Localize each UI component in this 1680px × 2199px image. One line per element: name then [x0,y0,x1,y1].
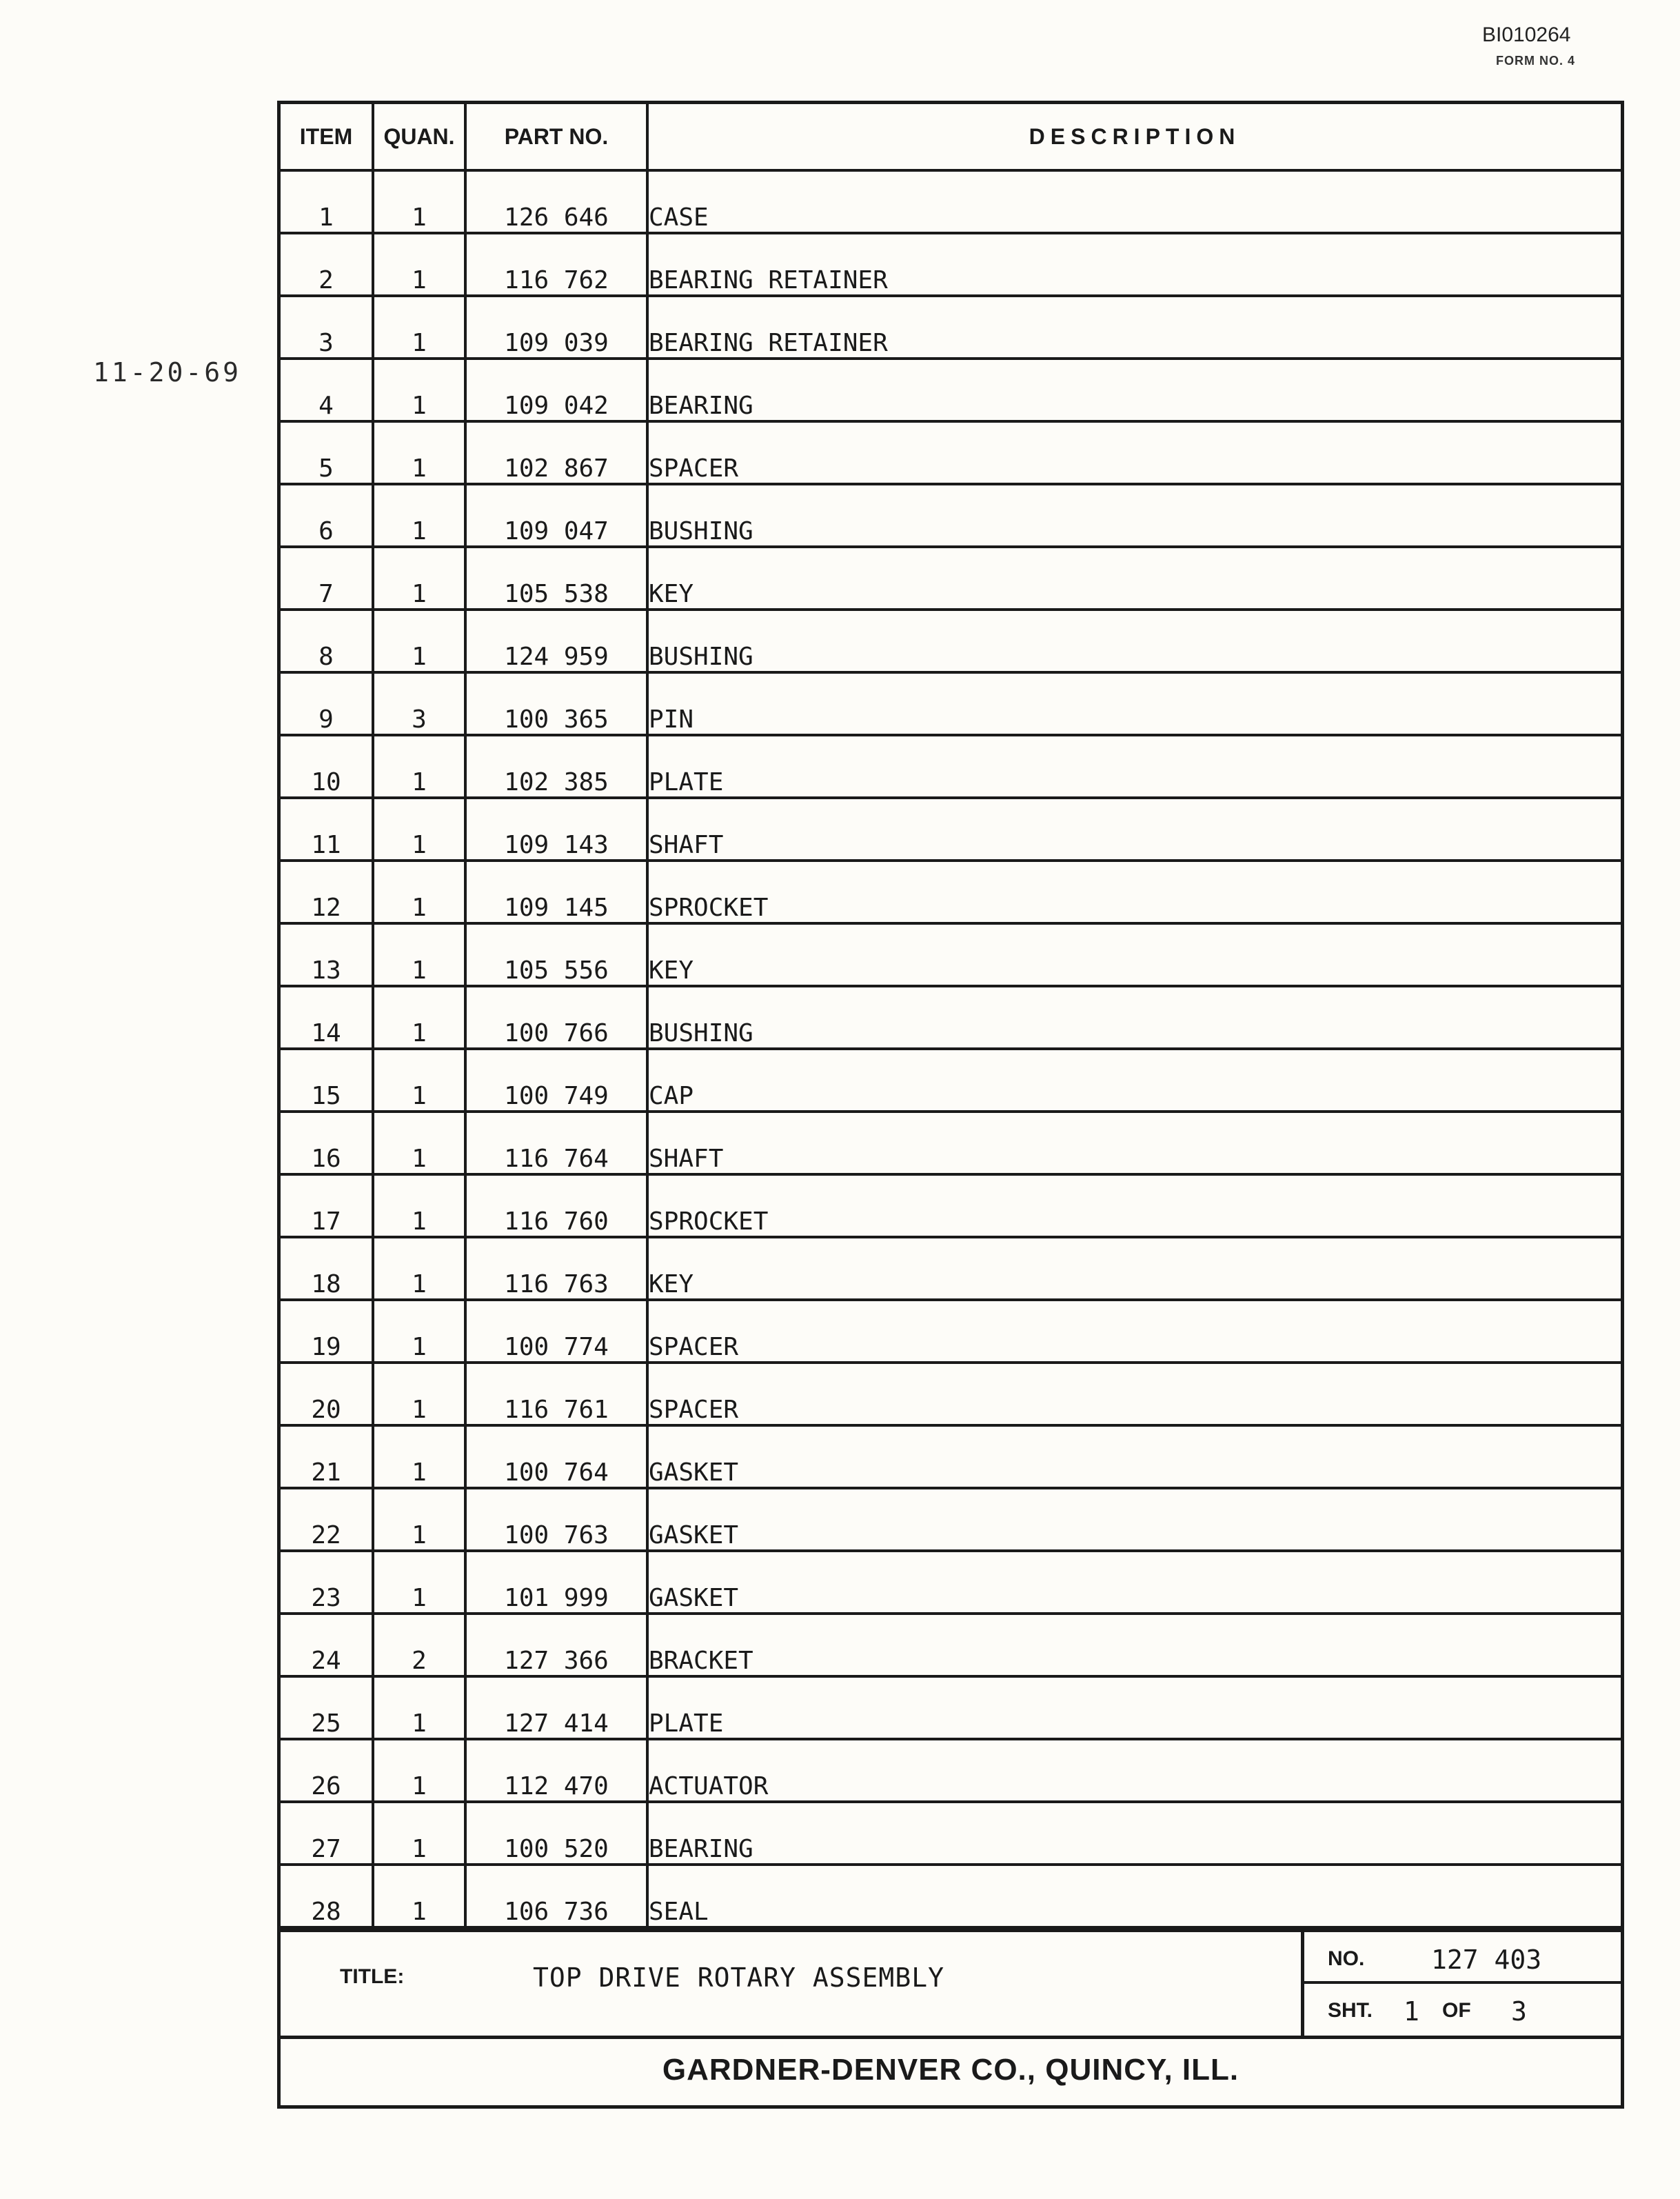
item-number-cell: 12 [281,861,373,923]
sheet-number: 1 [1404,1996,1419,2027]
quantity-cell: 1 [373,296,465,359]
description-cell: BUSHING [647,610,1621,672]
part-number-cell: 105 538 [465,547,647,610]
part-number-cell: 101 999 [465,1551,647,1614]
item-number-cell: 18 [281,1237,373,1300]
item-number-cell: 28 [281,1865,373,1927]
part-number-cell: 102 867 [465,421,647,484]
item-number-cell: 10 [281,735,373,798]
quantity-cell: 3 [373,672,465,735]
number-label: NO. [1328,1947,1365,1970]
column-header-quantity: QUAN. [373,104,465,170]
item-number-cell: 2 [281,233,373,296]
item-number-cell: 26 [281,1739,373,1802]
description-cell: PIN [647,672,1621,735]
quantity-cell: 1 [373,1049,465,1112]
part-number-cell: 100 766 [465,986,647,1049]
drawing-number: 127 403 [1431,1945,1542,1975]
part-number-cell: 116 763 [465,1237,647,1300]
description-cell: BEARING [647,359,1621,421]
quantity-cell: 1 [373,986,465,1049]
sheet-total: 3 [1511,1996,1527,2027]
table-row [281,735,1621,798]
item-number-cell: 16 [281,1112,373,1174]
number-box [1301,1932,1624,2036]
item-number-cell: 9 [281,672,373,735]
table-row [281,296,1621,359]
table-row [281,1174,1621,1237]
table-row [281,421,1621,484]
drawing-number-row [1304,1932,1624,1984]
table-row [281,1614,1621,1676]
table-row [281,1112,1621,1174]
description-cell: SPROCKET [647,1174,1621,1237]
quantity-cell: 1 [373,1551,465,1614]
item-number-cell: 27 [281,1802,373,1865]
description-cell: SPACER [647,1363,1621,1425]
item-number-cell: 1 [281,170,373,233]
part-number-cell: 109 047 [465,484,647,547]
quantity-cell: 1 [373,547,465,610]
description-cell: BEARING RETAINER [647,296,1621,359]
description-cell: GASKET [647,1425,1621,1488]
quantity-cell: 1 [373,1363,465,1425]
part-number-cell: 109 143 [465,798,647,861]
item-number-cell: 20 [281,1363,373,1425]
part-number-cell: 100 365 [465,672,647,735]
table-row [281,798,1621,861]
quantity-cell: 1 [373,359,465,421]
table-row [281,547,1621,610]
item-number-cell: 17 [281,1174,373,1237]
item-number-cell: 23 [281,1551,373,1614]
part-number-cell: 116 760 [465,1174,647,1237]
description-cell: PLATE [647,735,1621,798]
part-number-cell: 105 556 [465,923,647,986]
part-number-cell: 127 414 [465,1676,647,1739]
of-label: OF [1442,1999,1471,2022]
part-number-cell: 100 764 [465,1425,647,1488]
description-cell: BEARING [647,1802,1621,1865]
part-number-cell: 116 762 [465,233,647,296]
table-row [281,1551,1621,1614]
table-row [281,359,1621,421]
table-row [281,861,1621,923]
item-number-cell: 8 [281,610,373,672]
company-footer [281,2036,1621,2105]
table-row [281,986,1621,1049]
quantity-cell: 1 [373,1865,465,1927]
quantity-cell: 2 [373,1614,465,1676]
item-number-cell: 19 [281,1300,373,1363]
quantity-cell: 1 [373,861,465,923]
quantity-cell: 1 [373,1112,465,1174]
table-header-row [281,104,1621,170]
table-row [281,1488,1621,1551]
quantity-cell: 1 [373,1739,465,1802]
document-id: BI010264 [1482,23,1571,46]
description-cell: SEAL [647,1865,1621,1927]
table-row [281,1237,1621,1300]
table-row [281,923,1621,986]
part-number-cell: 109 042 [465,359,647,421]
description-cell: KEY [647,547,1621,610]
part-number-cell: 100 520 [465,1802,647,1865]
table-row [281,672,1621,735]
title-label: TITLE: [340,1965,405,1988]
description-cell: SPACER [647,421,1621,484]
parts-table-body [281,170,1621,1927]
item-number-cell: 24 [281,1614,373,1676]
description-cell: SPACER [647,1300,1621,1363]
part-number-cell: 102 385 [465,735,647,798]
description-cell: BUSHING [647,484,1621,547]
quantity-cell: 1 [373,1425,465,1488]
part-number-cell: 112 470 [465,1739,647,1802]
table-row [281,170,1621,233]
description-cell: GASKET [647,1488,1621,1551]
quantity-cell: 1 [373,923,465,986]
item-number-cell: 7 [281,547,373,610]
table-row [281,1739,1621,1802]
description-cell: SPROCKET [647,861,1621,923]
part-number-cell: 124 959 [465,610,647,672]
quantity-cell: 1 [373,421,465,484]
description-cell: ACTUATOR [647,1739,1621,1802]
item-number-cell: 6 [281,484,373,547]
drawing-title: TOP DRIVE ROTARY ASSEMBLY [533,1962,944,1993]
sheet-row [1304,1984,1624,2036]
part-number-cell: 100 763 [465,1488,647,1551]
description-cell: SHAFT [647,798,1621,861]
quantity-cell: 1 [373,1802,465,1865]
description-cell: CAP [647,1049,1621,1112]
description-cell: PLATE [647,1676,1621,1739]
description-cell: KEY [647,1237,1621,1300]
quantity-cell: 1 [373,1676,465,1739]
table-row [281,1363,1621,1425]
part-number-cell: 100 749 [465,1049,647,1112]
part-number-cell: 106 736 [465,1865,647,1927]
table-row [281,233,1621,296]
table-row [281,1865,1621,1927]
column-header-description: DESCRIPTION [647,104,1621,170]
part-number-cell: 116 764 [465,1112,647,1174]
parts-list-form [277,101,1624,2109]
table-row [281,1802,1621,1865]
quantity-cell: 1 [373,170,465,233]
part-number-cell: 109 145 [465,861,647,923]
part-number-cell: 126 646 [465,170,647,233]
table-row [281,484,1621,547]
item-number-cell: 21 [281,1425,373,1488]
part-number-cell: 116 761 [465,1363,647,1425]
part-number-cell: 100 774 [465,1300,647,1363]
table-row [281,1049,1621,1112]
column-header-part-no: PART NO. [465,104,647,170]
item-number-cell: 22 [281,1488,373,1551]
item-number-cell: 11 [281,798,373,861]
description-cell: KEY [647,923,1621,986]
part-number-cell: 109 039 [465,296,647,359]
column-header-item: ITEM [281,104,373,170]
quantity-cell: 1 [373,610,465,672]
form-number: FORM NO. 4 [1496,54,1576,68]
description-cell: BUSHING [647,986,1621,1049]
description-cell: CASE [647,170,1621,233]
description-cell: GASKET [647,1551,1621,1614]
table-row [281,1300,1621,1363]
margin-date: 11-20-69 [93,357,242,388]
title-block [281,1929,1621,2036]
table-row [281,1676,1621,1739]
quantity-cell: 1 [373,798,465,861]
item-number-cell: 15 [281,1049,373,1112]
item-number-cell: 5 [281,421,373,484]
company-name: GARDNER-DENVER CO., QUINCY, ILL. [662,2053,1239,2087]
quantity-cell: 1 [373,735,465,798]
description-cell: BEARING RETAINER [647,233,1621,296]
table-row [281,610,1621,672]
quantity-cell: 1 [373,1488,465,1551]
table-row [281,1425,1621,1488]
quantity-cell: 1 [373,1237,465,1300]
item-number-cell: 4 [281,359,373,421]
item-number-cell: 13 [281,923,373,986]
description-cell: SHAFT [647,1112,1621,1174]
parts-table [281,104,1621,1929]
item-number-cell: 14 [281,986,373,1049]
part-number-cell: 127 366 [465,1614,647,1676]
item-number-cell: 3 [281,296,373,359]
quantity-cell: 1 [373,233,465,296]
description-cell: BRACKET [647,1614,1621,1676]
sheet-label: SHT. [1328,1999,1373,2022]
item-number-cell: 25 [281,1676,373,1739]
quantity-cell: 1 [373,1300,465,1363]
quantity-cell: 1 [373,1174,465,1237]
quantity-cell: 1 [373,484,465,547]
